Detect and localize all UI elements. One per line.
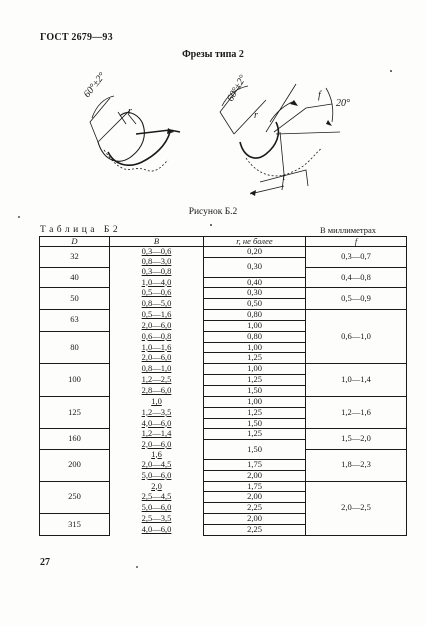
b-cell: 2,5—3,5 — [110, 514, 204, 525]
r-cell: 0,30 — [204, 288, 306, 299]
r-cell: 0,20 — [204, 247, 306, 258]
b-cell: 0,3—0,8 — [110, 267, 204, 277]
b-cell: 0,5—1,6 — [110, 310, 204, 321]
b-cell: 2,0—6,0 — [110, 353, 204, 364]
d-cell: 50 — [40, 288, 110, 310]
b-cell: 0,8—1,0 — [110, 364, 204, 375]
angle-label-right: 60°±2° — [225, 73, 249, 104]
r-cell: 1,50 — [204, 440, 306, 460]
table-row — [40, 396, 407, 407]
scan-speck — [136, 566, 138, 568]
b-cell: 2,5—4,5 — [110, 492, 204, 503]
document-header: ГОСТ 2679—93 — [40, 32, 113, 43]
r-cell: 1,00 — [204, 364, 306, 375]
b-cell: 1,6 — [110, 450, 204, 460]
table-row — [40, 288, 407, 299]
r-cell: 1,25 — [204, 375, 306, 386]
f-cell: 1,2—1,6 — [306, 396, 407, 429]
r-cell: 0,80 — [204, 310, 306, 321]
r-cell: 2,00 — [204, 492, 306, 503]
b-cell: 2,8—6,0 — [110, 385, 204, 396]
r-cell: 1,00 — [204, 342, 306, 353]
d-cell: 250 — [40, 481, 110, 514]
r-cell: 1,75 — [204, 481, 306, 492]
b-cell: 0,8—3,0 — [110, 257, 204, 267]
b-cell: 0,8—5,0 — [110, 299, 204, 310]
dimensions-table — [39, 236, 407, 536]
b-cell: 4,0—6,0 — [110, 524, 204, 535]
table-label: Таблица Б2 — [40, 225, 122, 235]
r-cell: 1,00 — [204, 320, 306, 331]
cutter-drawing — [70, 62, 360, 202]
b-cell: 1,0—4,0 — [110, 277, 204, 288]
table-row — [40, 247, 407, 258]
header-r: r, не более — [204, 237, 306, 247]
f-label: f — [318, 90, 321, 101]
b-cell: 2,0—6,0 — [110, 320, 204, 331]
r-cell: 1,50 — [204, 418, 306, 429]
r-cell: 0,50 — [204, 299, 306, 310]
table-row — [40, 481, 407, 492]
b-cell: 0,3—0,6 — [110, 247, 204, 258]
f-cell: 1,8—2,3 — [306, 450, 407, 482]
d-cell: 125 — [40, 396, 110, 429]
b-cell: 1,2—1,4 — [110, 429, 204, 440]
r-cell: 2,00 — [204, 514, 306, 525]
b-cell: 5,0—6,0 — [110, 503, 204, 514]
d-cell: 160 — [40, 429, 110, 450]
angle-label-left: 60°±2° — [81, 70, 108, 100]
b-cell: 1,2—2,5 — [110, 375, 204, 386]
b-cell: 4,0—6,0 — [110, 418, 204, 429]
r-cell: 0,30 — [204, 257, 306, 277]
b-cell: 2,0 — [110, 481, 204, 492]
r-cell: 1,75 — [204, 459, 306, 470]
figure-caption: Рисунок Б.2 — [188, 207, 238, 217]
d-cell: 32 — [40, 247, 110, 268]
radius-label-right: r — [254, 110, 258, 121]
r-cell: 1,00 — [204, 396, 306, 407]
f-cell: 0,6—1,0 — [306, 310, 407, 364]
units-note: В миллиметрах — [320, 225, 376, 235]
r-cell: 0,80 — [204, 331, 306, 342]
r-cell: 2,25 — [204, 503, 306, 514]
angle-20-label: 20° — [336, 98, 350, 109]
f-cell: 0,4—0,8 — [306, 267, 407, 288]
f-cell: 0,3—0,7 — [306, 247, 407, 268]
scan-speck — [210, 224, 212, 226]
b-cell: 1,2—3,5 — [110, 407, 204, 418]
b-cell: 0,5—0,6 — [110, 288, 204, 299]
b-cell: 1,0—1,6 — [110, 342, 204, 353]
table-row — [40, 429, 407, 440]
d-cell: 80 — [40, 331, 110, 364]
figure-title: Фрезы типа 2 — [182, 49, 244, 60]
radius-label-left: r — [128, 106, 132, 117]
r-cell: 2,25 — [204, 524, 306, 535]
b-cell: 5,0—6,0 — [110, 470, 204, 481]
page-number: 27 — [40, 557, 50, 568]
r-cell: 1,25 — [204, 407, 306, 418]
r-cell: 1,50 — [204, 385, 306, 396]
d-cell: 40 — [40, 267, 110, 288]
b-cell: 1,0 — [110, 396, 204, 407]
table-header-row — [40, 237, 407, 247]
header-b: B — [110, 237, 204, 247]
f-cell: 2,0—2,5 — [306, 481, 407, 535]
f-cell: 1,0—1,4 — [306, 364, 407, 397]
d-cell: 200 — [40, 450, 110, 482]
r-cell: 1,25 — [204, 353, 306, 364]
r-cell: 1,25 — [204, 429, 306, 440]
r-cell: 0,40 — [204, 277, 306, 288]
header-d: D — [40, 237, 110, 247]
tau-label: τ — [282, 172, 286, 183]
f-cell: 0,5—0,9 — [306, 288, 407, 310]
r-cell: 2,00 — [204, 470, 306, 481]
table-row — [40, 310, 407, 321]
scan-speck — [390, 70, 392, 72]
b-cell: 2,0—4,5 — [110, 459, 204, 470]
header-f: f — [306, 237, 407, 247]
d-cell: 63 — [40, 310, 110, 332]
d-cell: 315 — [40, 514, 110, 536]
d-cell: 100 — [40, 364, 110, 397]
b-cell: 2,0—6,0 — [110, 440, 204, 450]
table-row — [40, 364, 407, 375]
scan-speck — [18, 216, 20, 218]
b-cell: 0,6—0,8 — [110, 331, 204, 342]
f-cell: 1,5—2,0 — [306, 429, 407, 450]
